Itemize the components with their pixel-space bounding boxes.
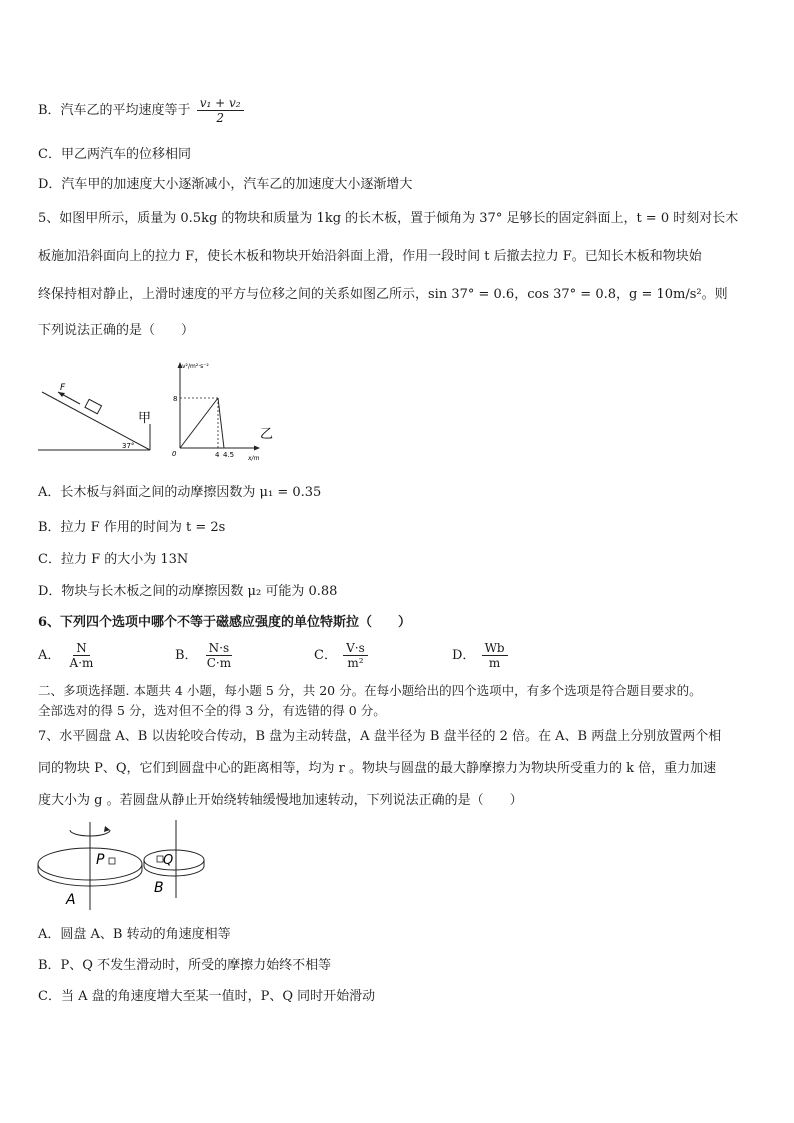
q5-option-d: D．物块与长木板之间的动摩擦因数 μ₂ 可能为 0.88	[38, 584, 338, 599]
x-tick-4-5: 4.5	[223, 451, 235, 459]
q6-option-a-fraction	[67, 641, 97, 670]
fraction-denominator: C·m	[206, 656, 232, 670]
q6-option-d	[452, 641, 510, 670]
q7-stem-line1: 7、水平圆盘 A、B 以齿轮咬合传动，B 盘为主动转盘，A 盘半径为 B 盘半径的 2 倍。在 A、B 两盘上分别放置两个相	[38, 729, 722, 744]
section-2-instructions-line1: 二、多项选择题. 本题共 4 小题，每小题 5 分，共 20 分。在每小题给出的四个选项中，有多个选项是符合题目要求的。	[38, 683, 702, 698]
fraction-numerator: N·s	[206, 641, 232, 656]
q6-option-d-letter: D．	[452, 648, 476, 663]
q6-option-b	[175, 641, 236, 670]
q4-option-c: C．甲乙两汽车的位移相同	[38, 147, 191, 162]
fraction-denominator: m	[488, 656, 501, 670]
x-axis-label: x/m	[248, 455, 260, 462]
q7-stem-line2: 同的物块 P、Q，它们到圆盘中心的距离相等，均为 r 。物块与圆盘的最大静摩擦力为物块所受重力的 k 倍，重力加速	[38, 761, 717, 776]
q6-stem: 6、下列四个选项中哪个不等于磁感应强度的单位特斯拉（ ）	[38, 615, 412, 630]
q5-stem-line1: 5、如图甲所示，质量为 0.5kg 的物块和质量为 1kg 的长木板，置于倾角为 37° 足够长的固定斜面上，t = 0 时刻对长木	[38, 211, 739, 226]
x-tick-4: 4	[215, 451, 220, 459]
section-2-instructions-line2: 全部选对的得 5 分，选对但不全的得 3 分，有选错的得 0 分。	[38, 703, 386, 718]
q5-stem-line4: 下列说法正确的是（ ）	[38, 323, 195, 338]
figure-jia-label: 甲	[138, 411, 152, 426]
q4-option-d: D．汽车甲的加速度大小逐渐减小，汽车乙的加速度大小逐渐增大	[38, 177, 413, 192]
angle-label: 37°	[122, 442, 135, 450]
gear-discs-figure	[36, 818, 216, 914]
q6-option-b-fraction	[204, 641, 234, 670]
q7-option-b: B．P、Q 不发生滑动时，所受的摩擦力始终不相等	[38, 958, 332, 973]
q6-option-d-fraction	[482, 641, 508, 670]
q6-option-b-letter: B．	[175, 648, 198, 663]
origin-label: 0	[172, 450, 177, 458]
q5-option-b: B．拉力 F 作用的时间为 t = 2s	[38, 520, 226, 535]
q6-option-c-fraction	[343, 641, 368, 670]
block-p-label: P	[96, 852, 105, 868]
fraction-denominator: A·m	[69, 656, 94, 670]
y-tick-8: 8	[173, 395, 178, 403]
q6-option-c	[314, 641, 370, 670]
q4-option-b-text: B．汽车乙的平均速度等于	[38, 103, 191, 118]
force-label: F	[60, 383, 66, 393]
block-q-label: Q	[163, 853, 174, 868]
incline-figure-jia	[38, 372, 163, 454]
q5-stem-line2: 板施加沿斜面向上的拉力 F，使长木板和物块开始沿斜面上滑，作用一段时间 t 后撤去拉力 F。已知长木板和物块始	[38, 249, 702, 264]
q5-stem-line3: 终保持相对静止，上滑时速度的平方与位移之间的关系如图乙所示，sin 37° = 0.6，cos 37° = 0.8，g = 10m/s²。则	[38, 287, 728, 302]
q5-option-a: A．长木板与斜面之间的动摩擦因数为 μ₁ = 0.35	[38, 485, 322, 500]
q4-option-b-fraction	[197, 96, 244, 125]
q7-option-c: C．当 A 盘的角速度增大至某一值时，P、Q 同时开始滑动	[38, 989, 376, 1004]
fraction-numerator: v₁ + v₂	[197, 96, 244, 111]
q7-stem-line3: 度大小为 g 。若圆盘从静止开始绕转轴缓慢地加速转动，下列说法正确的是（ ）	[38, 793, 523, 808]
disc-a-label: A	[66, 892, 76, 908]
q6-option-a-letter: A．	[38, 648, 61, 663]
y-axis-label: v²/m²·s⁻²	[182, 363, 209, 370]
fraction-numerator: N	[73, 641, 90, 656]
fraction-numerator: V·s	[343, 641, 368, 656]
figure-yi-label: 乙	[260, 427, 274, 442]
fraction-denominator: 2	[216, 111, 224, 125]
q7-option-a: A．圆盘 A、B 转动的角速度相等	[38, 927, 231, 942]
q6-option-a	[38, 641, 98, 670]
q5-option-c: C．拉力 F 的大小为 13N	[38, 552, 189, 567]
q4-option-b	[38, 96, 246, 125]
v2-x-graph-yi	[168, 358, 278, 462]
disc-b-label: B	[154, 880, 164, 896]
q6-option-c-letter: C．	[314, 648, 337, 663]
fraction-denominator: m²	[347, 656, 364, 670]
fraction-numerator: Wb	[482, 641, 508, 656]
